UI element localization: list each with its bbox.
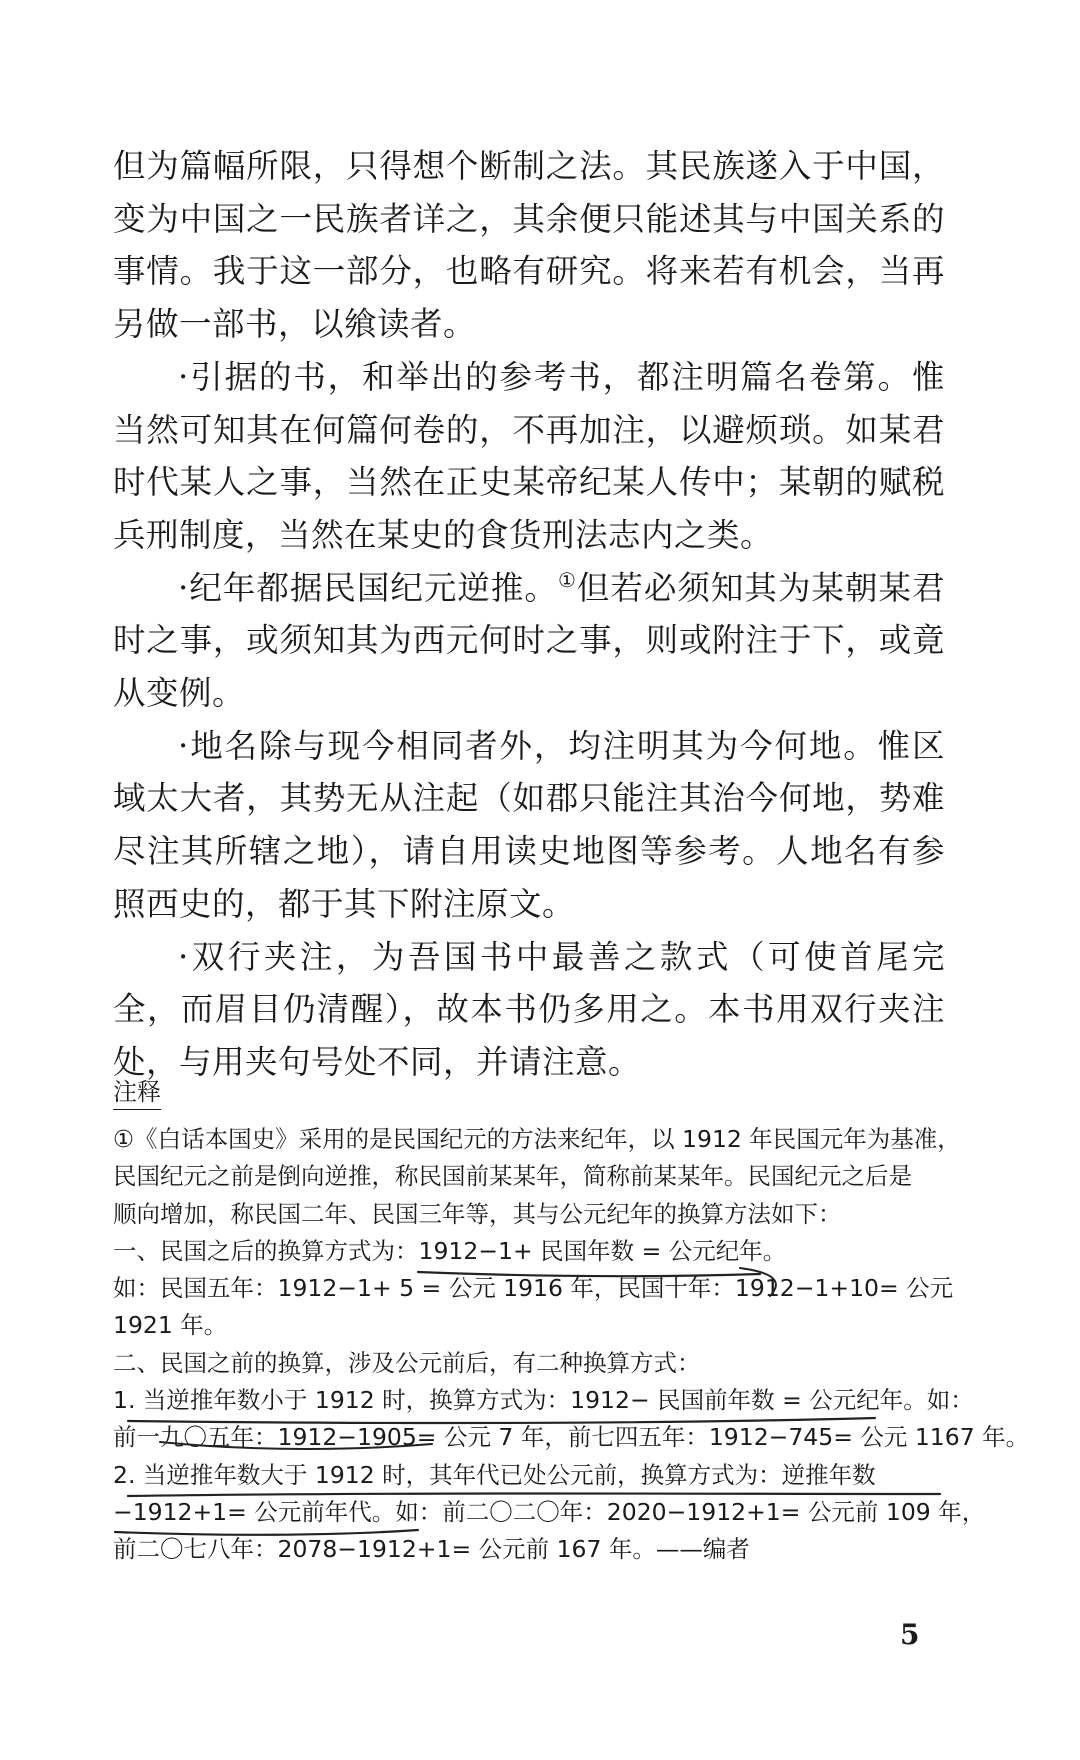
note-line: 前二〇七八年：2078−1912+1= 公元前 167 年。——编者 <box>113 1535 750 1564</box>
footnote-reference[interactable]: ① <box>557 567 577 592</box>
main-text <box>113 140 945 1089</box>
note-line: −1912+1= 公元前年代。如：前二〇二〇年：2020−1912+1= 公元前 109 年， <box>113 1497 986 1526</box>
note-line: 前一九〇五年：1912−1905= 公元 7 年，前七四五年：1912−745= 公元 1167 年。 <box>113 1423 1030 1452</box>
paragraph-continued: 但为篇幅所限，只得想个断制之法。其民族遂入于中国，变为中国之一民族者详之，其余便只能述其与中国关系的事情。我于这一部分，也略有研究。将来若有机会，当再另做一部书，以飨读者。 <box>113 147 945 344</box>
note-line: 1921 年。 <box>113 1311 228 1340</box>
note-line: 顺向增加，称民国二年、民国三年等，其与公元纪年的换算方法如下： <box>113 1199 842 1228</box>
note-line: 二、民国之前的换算，涉及公元前后，有二种换算方式： <box>113 1348 701 1377</box>
note-line: 2. 当逆推年数大于 1912 时，其年代已处公元前，换算方式为：逆推年数 <box>113 1460 876 1489</box>
notes-heading: 注释 <box>113 1076 161 1110</box>
paragraph-years-a: ·纪年都据民国纪元逆推。 <box>178 568 558 607</box>
paragraph-citations: ·引据的书，和举出的参考书，都注明篇名卷第。惟当然可知其在何篇何卷的，不再加注，以避烦琐。如某君时代某人之事，当然在正史某帝纪某人传中；某朝的赋税兵刑制度，当然在某史的食货刑法志内之类。 <box>113 357 945 554</box>
paragraph-years <box>113 562 945 720</box>
page-number: 5 <box>900 1618 920 1651</box>
note-line: 一、民国之后的换算方式为：1912−1+ 民国年数 = 公元纪年。 <box>113 1236 787 1265</box>
note-line: ①《白话本国史》采用的是民国纪元的方法来纪年，以 1912 年民国元年为基准， <box>113 1125 961 1153</box>
note-line: 1. 当逆推年数小于 1912 时，换算方式为：1912− 民国前年数 = 公元纪年。如： <box>113 1386 974 1415</box>
note-line: 如：民国五年：1912−1+ 5 = 公元 1916 年，民国十年：1912−1+10= 公元 <box>113 1274 954 1303</box>
paragraph-place-names: ·地名除与现今相同者外，均注明其为今何地。惟区域太大者，其势无从注起（如郡只能注其治今何地，势难尽注其所辖之地），请自用读史地图等参考。人地名有参照西史的，都于其下附注原文。 <box>113 726 945 923</box>
notes-section <box>113 1121 1030 1569</box>
note-line: 民国纪元之前是倒向逆推，称民国前某某年，简称前某某年。民国纪元之后是 <box>113 1162 912 1191</box>
paragraph-double-line-notes: ·双行夹注，为吾国书中最善之款式（可使首尾完全，而眉目仍清醒），故本书仍多用之。本书用双行夹注处，与用夹句号处不同，并请注意。 <box>113 937 945 1081</box>
paragraph-years-b: 但若必须知其为某朝某君时之事，或须知其为西元何时之事，则或附注于下，或竟从变例。 <box>113 568 945 713</box>
